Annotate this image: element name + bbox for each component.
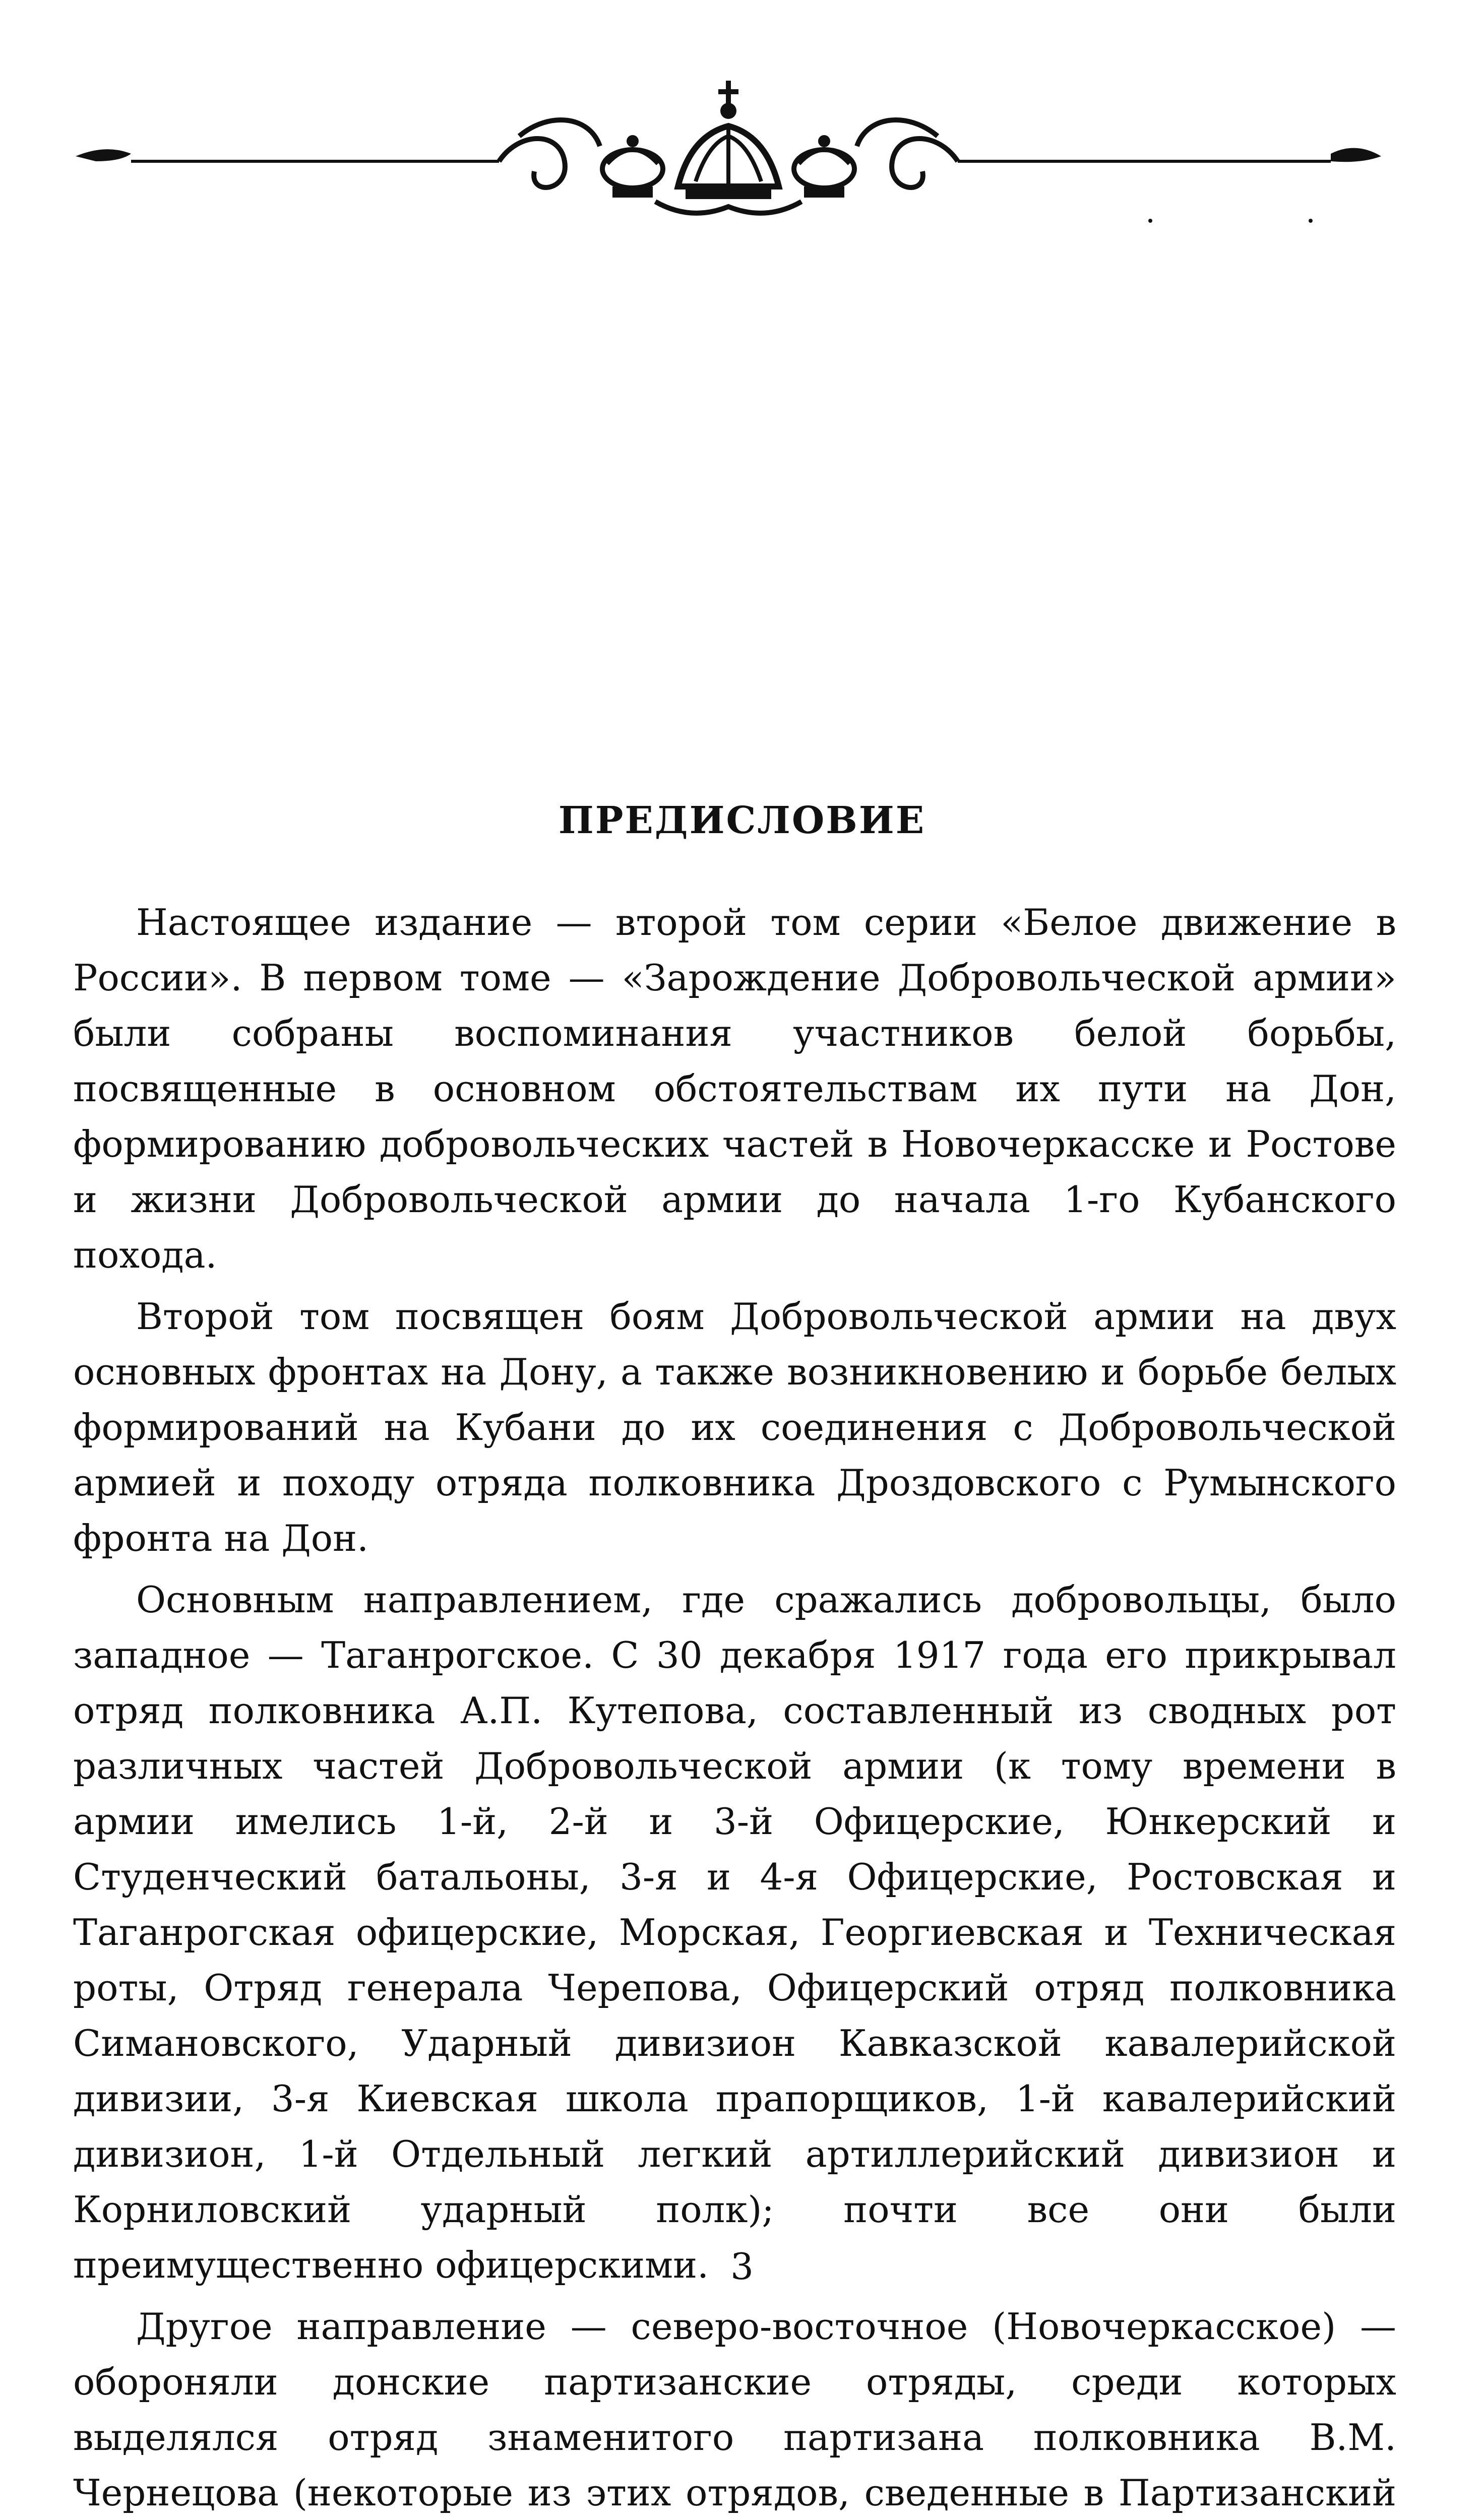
paragraph: Основным направлением, где сражались добровольцы, было западное — Таганрогское. С 30 декабря 1917 года его прикрывал отряд полковника А.П. Кутепова, составленный из сводных рот различных частей Добровольческой армии (к тому времени в армии имелись 1-й, 2-й и 3-й Офицерские, Юнкерский и Студенческий батальоны, 3-я и 4-я Офицерские, Ростовская и Таганрогская офицерские, Морская, Георгиевская и Техническая роты, Отряд генерала Черепова, Офицерский отряд полковника Симановского, Ударный дивизион Кавказской кавалерийской дивизии, 3-я Киевская школа прапорщиков, 1-й кавалерийский дивизион, 1-й Отдельный легкий артиллерийский дивизион и Корниловский ударный полк); почти все они были преимущественно офицерскими. bbox=[73, 1579, 1396, 2286]
paragraph: Второй том посвящен боям Добровольческой армии на двух основных фронтах на Дону, а также возникновению и борьбе белых формирований на Кубани до их соединения с Добровольческой армией и походу отряда полковника Дроздовского с Румынского фронта на Дон. bbox=[73, 1295, 1396, 1559]
right-flourish-icon bbox=[1331, 148, 1381, 162]
small-crown-left-icon bbox=[602, 135, 663, 198]
page-title: ПРЕДИСЛОВИЕ bbox=[558, 799, 926, 842]
large-imperial-crown-icon bbox=[655, 81, 801, 213]
page-number: 3 bbox=[730, 2245, 754, 2288]
paragraph: Настоящее издание — второй том серии «Белое движение в России». В первом томе — «Зарождение Добровольческой армии» были собраны воспоминания участников белой борьбы, посвященные в основном обстоятельствам их пути на Дон, формированию добровольческих частей в Новочеркасске и Ростове и жизни Добровольческой армии до начала 1-го Кубанского похода. bbox=[73, 901, 1396, 1276]
paragraph: Другое направление — северо-восточное (Новочеркасское) — обороняли донские партизанские отряды, среди которых выделялся отряд знаменитого партизана полковника В.М. Чернецова (некоторые из этих отрядов, сведенные в Партизанский bbox=[73, 2305, 1396, 2514]
imperial-crown-ornament bbox=[66, 60, 1386, 227]
left-flourish-icon bbox=[76, 149, 131, 161]
small-crown-right-icon bbox=[794, 135, 854, 198]
